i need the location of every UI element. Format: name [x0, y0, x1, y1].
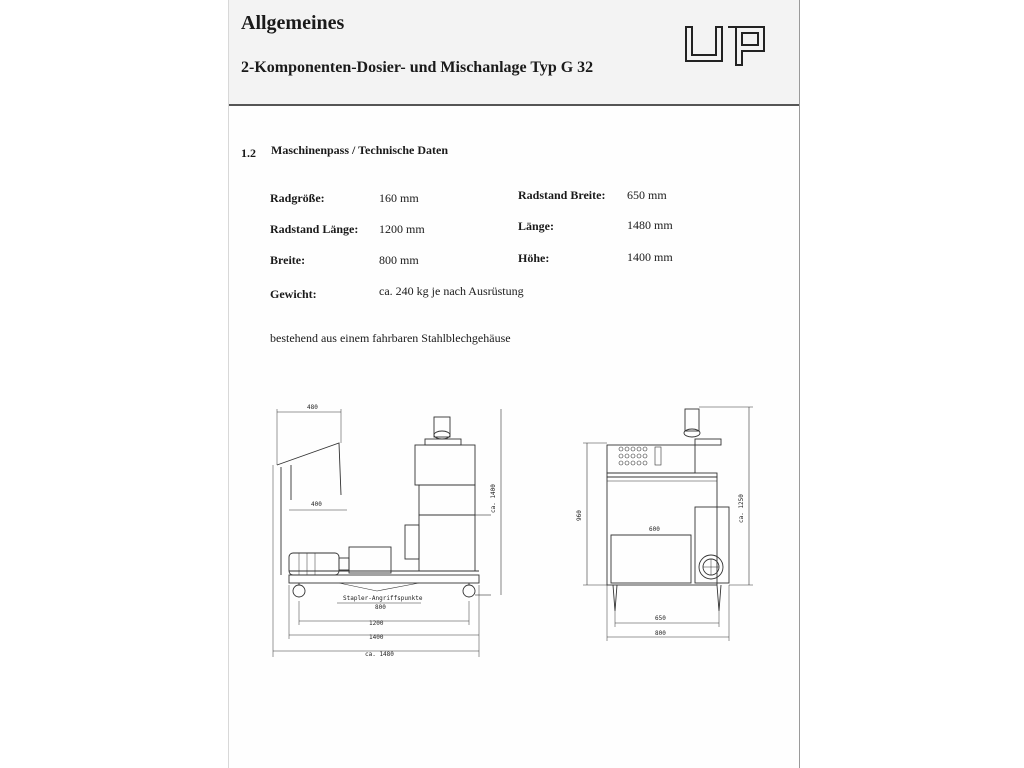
page-header: [229, 0, 799, 106]
side-dim-800: 800: [375, 604, 386, 611]
side-view-drawing: [273, 404, 501, 658]
spec-value-gewicht: ca. 240 kg je nach Ausrüstung: [379, 284, 524, 298]
page-title: Allgemeines: [241, 12, 345, 34]
spec-value-breite: 800 mm: [379, 253, 419, 267]
side-dim-height: ca. 1400: [490, 484, 497, 513]
section-number: 1.2: [241, 146, 256, 160]
spec-label-hoehe: Höhe:: [518, 251, 550, 265]
description-text: bestehend aus einem fahrbaren Stahlblechgehäuse: [270, 331, 511, 345]
side-dim-1400: 1400: [369, 634, 384, 641]
page-subtitle: 2-Komponenten-Dosier- und Mischanlage Typ G 32: [241, 59, 594, 76]
spec-label-radstand-breite: Radstand Breite:: [518, 188, 606, 202]
up-logo: [684, 25, 768, 67]
side-dim-inner: 400: [311, 501, 322, 508]
spec-value-hoehe: 1400 mm: [627, 250, 673, 264]
side-stapler-label: Stapler-Angriffspunkte: [343, 595, 423, 602]
front-dim-960: 960: [576, 510, 583, 521]
spec-label-gewicht: Gewicht:: [270, 287, 317, 301]
front-dim-height: ca. 1250: [738, 494, 745, 523]
front-view-drawing: [576, 407, 753, 641]
spec-label-radgroesse: Radgröße:: [270, 191, 325, 205]
front-dim-600: 600: [649, 526, 660, 533]
technical-drawings: [229, 395, 799, 675]
spec-label-laenge: Länge:: [518, 219, 554, 233]
document-page: [228, 0, 800, 768]
side-dim-top: 480: [307, 404, 318, 411]
spec-value-radstand-laenge: 1200 mm: [379, 222, 425, 236]
side-dim-total: ca. 1480: [365, 651, 394, 658]
spec-value-radgroesse: 160 mm: [379, 191, 419, 205]
section-title: Maschinenpass / Technische Daten: [271, 143, 449, 157]
spec-value-laenge: 1480 mm: [627, 218, 673, 232]
spec-label-breite: Breite:: [270, 253, 306, 267]
spec-value-radstand-breite: 650 mm: [627, 188, 667, 202]
front-dim-650: 650: [655, 615, 666, 622]
front-dim-800: 800: [655, 630, 666, 637]
side-dim-1200: 1200: [369, 620, 384, 627]
spec-label-radstand-laenge: Radstand Länge:: [270, 222, 359, 236]
